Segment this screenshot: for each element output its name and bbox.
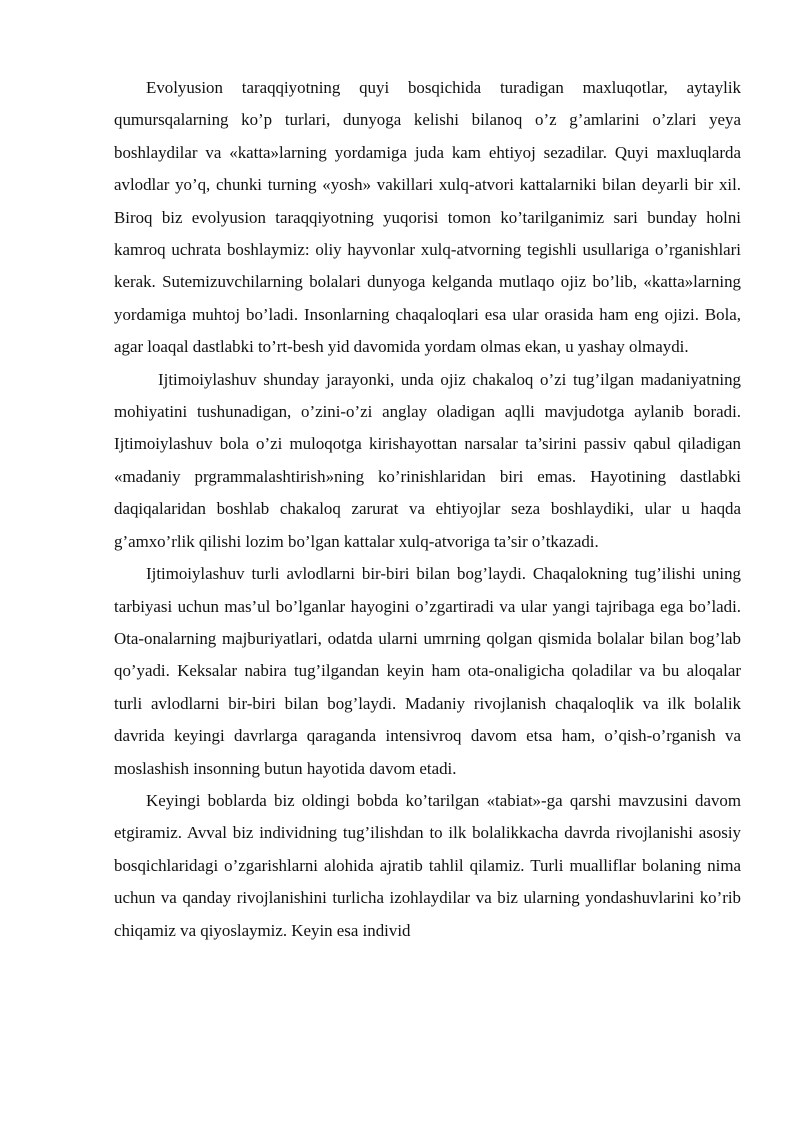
paragraph-generations: Ijtimoiylashuv turli avlodlarni bir-biri bilan bog’laydi. Chaqalokning tug’ilishi uning tarbiyasi uchun mas’ul bo’lganlar hayogini o’zgartiradi va ular yangi tajribaga ega bo’ladi. Ota-onalarning majburiyatlari, odatda ularni umrning qolgan qismida bolalar bilan bog’lab qo’yadi. Keksalar nabira tug’ilgandan keyin ham ota-onaligicha qoladilar va bu aloqalar turli avlodlarni bir-biri bilan bog’laydi. Madaniy rivojlanish chaqaloqlik va ilk bolalik davrida keyingi davrlarga qaraganda intensivroq davom etsa ham, o’qish-o’rganish va moslashish insonning butun hayotida davom etadi. <box>114 564 741 778</box>
paragraph-next-chapters: Keyingi boblarda biz oldingi bobda ko’tarilgan «tabiat»-ga qarshi mavzusini davom etgiramiz. Avval biz individning tug’ilishdan to ilk bolalikkacha davrda rivojlanishi asosiy bosqichlaridagi o’zgarishlarni alohida ajratib tahlil qilamiz. Turli mualliflar bolaning nima uchun va qanday rivojlanishini turlicha izohlaydilar va biz ularning yondashuvlarini ko’rib chiqamiz va qiyoslaymiz. Keyin esa individ <box>114 790 741 940</box>
paragraph-socialization-definition: Ijtimoiylashuv shunday jarayonki, unda ojiz chakaloq o’zi tug’ilgan madaniyatning mohiyatini tushunadigan, o’zini-o’zi anglay oladigan aqlli mavjudotga aylanib boradi. Ijtimoiylashuv bola o’zi muloqotga kirishayottan narsalar ta’sirini passiv qabul qiladigan «madaniy prgrammalashtirish»ning ko’rinishlaridan biri emas. Hayotining dastlabki daqiqalaridan boshlab chakaloq zarurat va ehtiyojlar seza boshlaydiki, ular u haqda g’amxo’rlik qilishi lozim bo’lgan kattalar xulq-atvoriga ta’sir o’tkazadi. <box>114 369 741 551</box>
document-body <box>114 72 741 947</box>
paragraph-evolution: Evolyusion taraqqiyotning quyi bosqichida turadigan maxluqotlar, aytaylik qumursqalarning ko’p turlari, dunyoga kelishi bilanoq o’z g’amlarini o’zlari yeya boshlaydilar va «katta»larning yordamiga juda kam ehtiyoj sezadilar. Quyi maxluqlarda avlodlar yo’q, chunki turning «yosh» vakillari xulq-atvori kattalarniki bilan deyarli bir xil. Biroq biz evolyusion taraqqiyotning yuqorisi tomon ko’tarilganimiz sari bunday holni kamroq uchrata boshlaymiz: oliy hayvonlar xulq-atvorning tegishli usullariga o’rganishlari kerak. Sutemizuvchilarning bolalari dunyoga kelganda mutlaqo ojiz bo’lib, «katta»larning yordamiga muhtoj bo’ladi. Insonlarning chaqaloqlari esa ular orasida ham eng ojizi. Bola, agar loaqal dastlabki to’rt-besh yid davomida yordam olmas ekan, u yashay olmaydi. <box>114 78 741 357</box>
